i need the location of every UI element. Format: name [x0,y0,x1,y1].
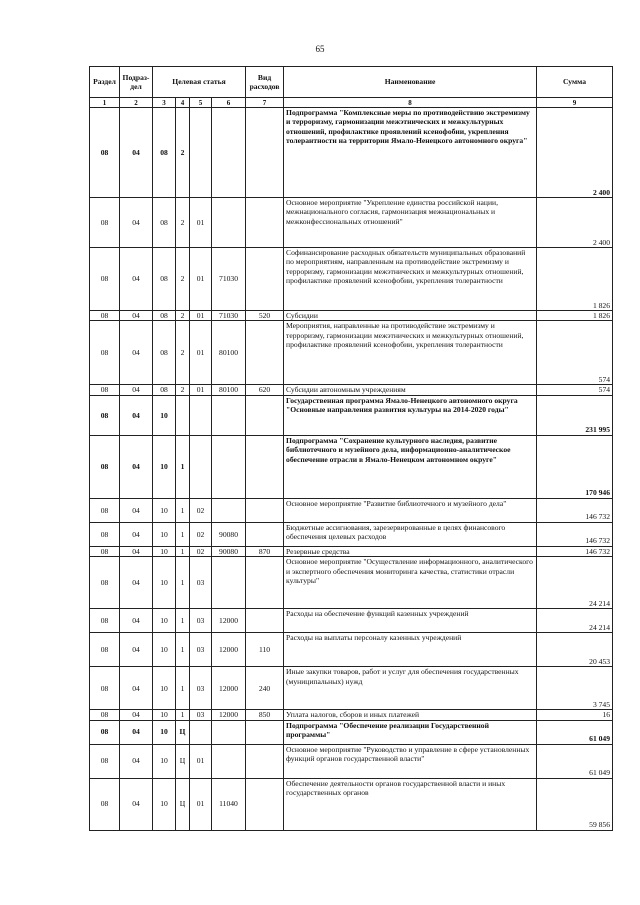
item-name-cell: Расходы на обеспечение функций казенных учреждений [284,609,537,633]
sum-cell: 146 732 [537,546,613,556]
program-cell: 10 [153,667,176,710]
table-row [90,385,613,395]
event-cell: 01 [190,744,212,778]
sum-cell: 574 [537,321,613,385]
item-name-cell: Основное мероприятие "Осуществление информационного, аналитического и экспертного обеспечения мониторинга качества, статистики отрасли культуры" [284,557,537,609]
column-index: 5 [190,98,212,108]
table-row [90,720,613,744]
razdel-cell: 08 [90,498,120,522]
table-row [90,522,613,546]
podrazdel-cell: 04 [120,395,153,435]
expense-type-cell [246,522,284,546]
subprogram-cell: 1 [176,609,190,633]
razdel-cell: 08 [90,321,120,385]
table-row [90,395,613,435]
subprogram-cell: Ц [176,778,190,830]
expense-type-cell [246,248,284,311]
subprogram-cell: 1 [176,546,190,556]
subprogram-cell: 1 [176,667,190,710]
program-cell: 10 [153,744,176,778]
event-cell: 03 [190,557,212,609]
subprogram-cell: 2 [176,321,190,385]
expense-type-cell: 110 [246,633,284,667]
table-row [90,609,613,633]
event-cell [190,108,212,198]
item-name-cell: Расходы на выплаты персоналу казенных учреждений [284,633,537,667]
direction-cell [212,744,246,778]
razdel-cell: 08 [90,557,120,609]
table-row [90,108,613,198]
column-index-row [90,98,613,108]
direction-cell [212,108,246,198]
sum-cell: 16 [537,710,613,720]
program-cell: 10 [153,522,176,546]
subprogram-cell: 1 [176,522,190,546]
item-name-cell: Подпрограмма "Сохранение культурного наследия, развитие библиотечного и музейного дела, информационно-аналитическое обеспечение отрасли в Ямало-Ненецком автономном округе" [284,435,537,498]
sum-cell: 59 856 [537,778,613,830]
table-row [90,778,613,830]
event-cell: 03 [190,667,212,710]
program-cell: 10 [153,498,176,522]
event-cell: 01 [190,385,212,395]
direction-cell: 71030 [212,248,246,311]
sum-cell: 146 732 [537,522,613,546]
column-index: 8 [284,98,537,108]
header-target-article: Целевая статья [153,67,246,98]
razdel-cell: 08 [90,609,120,633]
direction-cell: 80100 [212,385,246,395]
podrazdel-cell: 04 [120,198,153,248]
column-index: 4 [176,98,190,108]
subprogram-cell: Ц [176,744,190,778]
item-name-cell: Подпрограмма "Обеспечение реализации Государственной программы" [284,720,537,744]
podrazdel-cell: 04 [120,778,153,830]
direction-cell: 90080 [212,546,246,556]
program-cell: 10 [153,546,176,556]
direction-cell: 71030 [212,311,246,321]
subprogram-cell: 1 [176,498,190,522]
header-name: Наименование [284,67,537,98]
table-row [90,557,613,609]
event-cell: 02 [190,546,212,556]
razdel-cell: 08 [90,720,120,744]
expense-type-cell: 850 [246,710,284,720]
item-name-cell: Бюджетные ассигнования, зарезервированные в целях финансового обеспечения целевых расходов [284,522,537,546]
sum-cell: 24 214 [537,609,613,633]
razdel-cell: 08 [90,633,120,667]
event-cell: 01 [190,311,212,321]
sum-cell: 3 745 [537,667,613,710]
event-cell: 02 [190,498,212,522]
subprogram-cell [176,395,190,435]
subprogram-cell: 2 [176,248,190,311]
table-row [90,321,613,385]
column-index: 7 [246,98,284,108]
expense-type-cell: 620 [246,385,284,395]
event-cell: 01 [190,198,212,248]
item-name-cell: Субсидии автономным учреждениям [284,385,537,395]
item-name-cell: Подпрограмма "Комплексные меры по противодействию экстремизму и терроризму, гармонизации межэтнических и межкультурных отношений, профилактике проявлений ксенофобии, укрепления толерантности на территории Ямало-Ненецкого автономного округа" [284,108,537,198]
podrazdel-cell: 04 [120,667,153,710]
event-cell: 03 [190,710,212,720]
item-name-cell: Софинансирование расходных обязательств муниципальных образований по мероприятиям, направленным на противодействие экстремизму и терроризму, гармонизации межэтнических и межкультурных отношений, профилактике проявлений ксенофобии, укрепления толерантности [284,248,537,311]
column-index: 2 [120,98,153,108]
page-number: 65 [315,44,325,54]
sum-cell: 231 995 [537,395,613,435]
subprogram-cell: 1 [176,710,190,720]
sum-cell: 1 826 [537,311,613,321]
razdel-cell: 08 [90,395,120,435]
razdel-cell: 08 [90,710,120,720]
event-cell: 02 [190,522,212,546]
sum-cell: 170 946 [537,435,613,498]
header-expense-type: Вид расходов [246,67,284,98]
table-row [90,435,613,498]
sum-cell: 20 453 [537,633,613,667]
sum-cell: 2 400 [537,198,613,248]
direction-cell: 90080 [212,522,246,546]
column-index: 6 [212,98,246,108]
event-cell: 01 [190,778,212,830]
direction-cell [212,198,246,248]
sum-cell: 61 049 [537,720,613,744]
direction-cell: 80100 [212,321,246,385]
expense-type-cell [246,108,284,198]
razdel-cell: 08 [90,522,120,546]
podrazdel-cell: 04 [120,633,153,667]
razdel-cell: 08 [90,435,120,498]
podrazdel-cell: 04 [120,311,153,321]
subprogram-cell: 2 [176,198,190,248]
table-row [90,710,613,720]
item-name-cell: Резервные средства [284,546,537,556]
expense-type-cell [246,609,284,633]
podrazdel-cell: 04 [120,720,153,744]
item-name-cell: Основное мероприятие "Руководство и управление в сфере установленных функций органов государственной власти" [284,744,537,778]
program-cell: 10 [153,557,176,609]
program-cell: 10 [153,720,176,744]
podrazdel-cell: 04 [120,609,153,633]
program-cell: 10 [153,435,176,498]
table-row [90,744,613,778]
subprogram-cell: Ц [176,720,190,744]
item-name-cell: Уплата налогов, сборов и иных платежей [284,710,537,720]
podrazdel-cell: 04 [120,744,153,778]
header-row [90,67,613,98]
podrazdel-cell: 04 [120,557,153,609]
item-name-cell: Субсидии [284,311,537,321]
program-cell: 08 [153,311,176,321]
podrazdel-cell: 04 [120,498,153,522]
expense-type-cell [246,395,284,435]
sum-cell: 61 049 [537,744,613,778]
budget-table [89,66,613,831]
column-index: 9 [537,98,613,108]
razdel-cell: 08 [90,248,120,311]
table-row [90,198,613,248]
program-cell: 10 [153,609,176,633]
podrazdel-cell: 04 [120,435,153,498]
item-name-cell: Мероприятия, направленные на противодействие экстремизму и терроризму, гармонизации межэтнических и межкультурных отношений, профилактике проявлений ксенофобии, укрепления толерантности [284,321,537,385]
column-index: 3 [153,98,176,108]
table-row [90,248,613,311]
expense-type-cell [246,744,284,778]
program-cell: 08 [153,248,176,311]
podrazdel-cell: 04 [120,248,153,311]
razdel-cell: 08 [90,546,120,556]
direction-cell [212,557,246,609]
item-name-cell: Основное мероприятие "Укрепление единства российской нации, межнационального согласия, гармонизация межнациональных и межконфессиональных отношений" [284,198,537,248]
subprogram-cell: 2 [176,311,190,321]
event-cell: 01 [190,321,212,385]
program-cell: 08 [153,108,176,198]
podrazdel-cell: 04 [120,321,153,385]
program-cell: 10 [153,395,176,435]
expense-type-cell [246,498,284,522]
table-row [90,633,613,667]
column-index: 1 [90,98,120,108]
expense-type-cell: 240 [246,667,284,710]
expense-type-cell [246,557,284,609]
direction-cell: 12000 [212,667,246,710]
direction-cell [212,498,246,522]
table-body [90,108,613,831]
table-row [90,667,613,710]
item-name-cell: Иные закупки товаров, работ и услуг для обеспечения государственных (муниципальных) нужд [284,667,537,710]
table-row [90,546,613,556]
header-razdel: Раздел [90,67,120,98]
event-cell: 03 [190,609,212,633]
direction-cell: 12000 [212,710,246,720]
podrazdel-cell: 04 [120,522,153,546]
razdel-cell: 08 [90,744,120,778]
direction-cell [212,395,246,435]
direction-cell: 12000 [212,609,246,633]
expense-type-cell [246,198,284,248]
direction-cell: 11040 [212,778,246,830]
expense-type-cell: 520 [246,311,284,321]
razdel-cell: 08 [90,108,120,198]
razdel-cell: 08 [90,198,120,248]
subprogram-cell: 1 [176,435,190,498]
podrazdel-cell: 04 [120,546,153,556]
event-cell: 03 [190,633,212,667]
subprogram-cell: 1 [176,633,190,667]
item-name-cell: Основное мероприятие "Развитие библиотечного и музейного дела" [284,498,537,522]
program-cell: 08 [153,385,176,395]
subprogram-cell: 2 [176,108,190,198]
expense-type-cell [246,778,284,830]
direction-cell [212,720,246,744]
expense-type-cell [246,720,284,744]
header-sum: Сумма [537,67,613,98]
razdel-cell: 08 [90,667,120,710]
podrazdel-cell: 04 [120,385,153,395]
sum-cell: 1 826 [537,248,613,311]
razdel-cell: 08 [90,778,120,830]
expense-type-cell [246,321,284,385]
subprogram-cell: 1 [176,557,190,609]
program-cell: 08 [153,198,176,248]
item-name-cell: Обеспечение деятельности органов государственной власти и иных государственных органов [284,778,537,830]
podrazdel-cell: 04 [120,710,153,720]
item-name-cell: Государственная программа Ямало-Ненецкого автономного округа "Основные направления развития культуры на 2014-2020 годы" [284,395,537,435]
podrazdel-cell: 04 [120,108,153,198]
sum-cell: 24 214 [537,557,613,609]
subprogram-cell: 2 [176,385,190,395]
table-row [90,498,613,522]
expense-type-cell [246,435,284,498]
event-cell: 01 [190,248,212,311]
program-cell: 10 [153,633,176,667]
event-cell [190,395,212,435]
header-podrazdel: Подраз-дел [120,67,153,98]
direction-cell: 12000 [212,633,246,667]
sum-cell: 146 732 [537,498,613,522]
event-cell [190,435,212,498]
direction-cell [212,435,246,498]
razdel-cell: 08 [90,385,120,395]
table-row [90,311,613,321]
event-cell [190,720,212,744]
sum-cell: 574 [537,385,613,395]
expense-type-cell: 870 [246,546,284,556]
program-cell: 10 [153,778,176,830]
program-cell: 08 [153,321,176,385]
program-cell: 10 [153,710,176,720]
razdel-cell: 08 [90,311,120,321]
sum-cell: 2 400 [537,108,613,198]
